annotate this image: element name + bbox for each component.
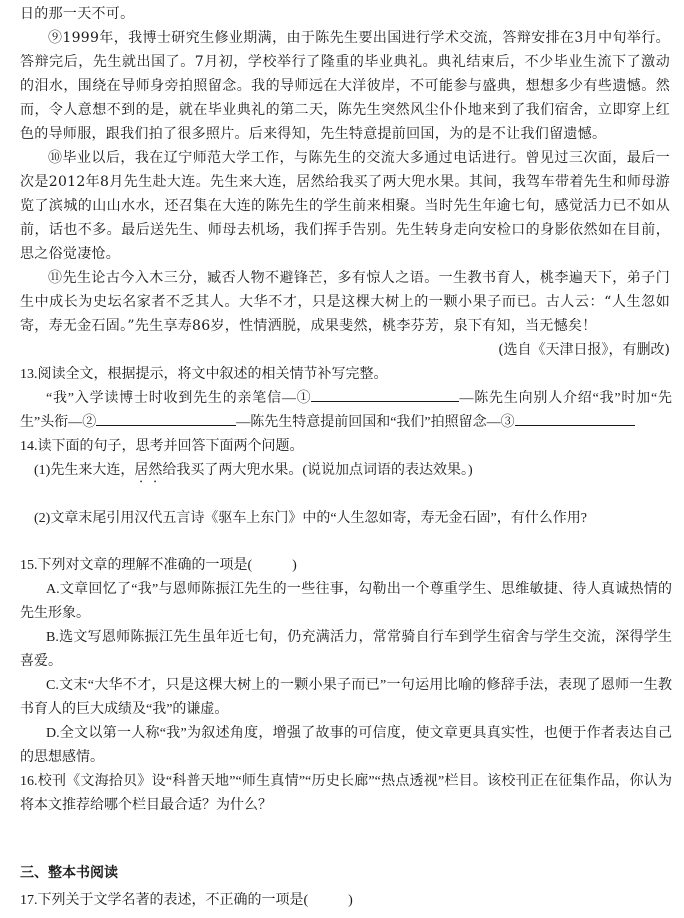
q13-blank-2[interactable] bbox=[96, 411, 236, 426]
q13-stem: 13.阅读全文，根据提示，将文中叙述的相关情节补写完整。 bbox=[20, 367, 388, 382]
article-source: (选自《天津日报》，有删改) bbox=[498, 342, 670, 358]
q13-part1: “我”入学读博士时收到先生的亲笔信—① bbox=[46, 391, 312, 406]
question-13 bbox=[20, 363, 672, 435]
paragraph-11: ⑪先生论古今入木三分，臧否人物不避锋芒，多有惊人之语。一生教书育人，桃李遍天下，弟子门生中成长为史坛名家者不乏其人。大华不才，只是这棵大树上的一颗小果子而已。古人云：“人生忽如寄，寿无金石固。”先生享寿86岁，性情洒脱，成果斐然，桃李芬芳，泉下有知，当无憾矣！ bbox=[20, 270, 670, 334]
q15-option-c: C.文末“大华不才，只是这棵大树上的一颗小果子而已”一句运用比喻的修辞手法，表现了恩师一生教书育人的巨大成绩及“我”的谦虚。 bbox=[20, 678, 672, 717]
q13-chain bbox=[20, 387, 672, 435]
q15-option-d: D.全文以第一人称“我”为叙述角度，增强了故事的可信度，使文章更具真实性，也便于作者表达自己的思想感情。 bbox=[20, 726, 672, 765]
paragraph-8-tail: 日的那一天不可。 bbox=[20, 6, 135, 22]
q17-stem: 17.下列关于文学名著的表述，不正确的一项是( ) bbox=[20, 893, 353, 908]
question-14-2 bbox=[20, 507, 672, 531]
paragraph-9: ⑨1999年，我博士研究生修业期满，由于陈先生要出国进行学术交流，答辩安排在3月中旬举行。答辩完后，先生就出国了。7月初，学校举行了隆重的毕业典礼。典礼结束后，不少毕业生流下了激动的泪水，围绕在导师身旁拍照留念。我的导师远在大洋彼岸，不可能参与盛典，想想多少有些遗憾。然而，令人意想不到的是，就在毕业典礼的第二天，陈先生突然风尘仆仆地来到了我们宿舍，立即穿上红色的导师服，跟我们拍了很多照片。后来得知，先生特意提前回国，为的是不让我们留遗憾。 bbox=[20, 30, 670, 142]
q14-stem: 14.读下面的句子，思考并回答下面两个问题。 bbox=[20, 439, 304, 454]
q15-stem: 15.下列对文章的理解不准确的一项是( ) bbox=[20, 558, 297, 573]
section-3-title: 三、整本书阅读 bbox=[20, 865, 118, 881]
article-text bbox=[20, 2, 670, 26]
q14-sub-2: (2)文章末尾引用汉代五言诗《驱车上东门》中的“人生忽如寄，寿无金石固”，有什么作用? bbox=[34, 511, 587, 526]
q13-part2: —陈先生向别人介绍“我”时加“先生”头衔—② bbox=[20, 391, 672, 430]
question-17 bbox=[20, 889, 672, 913]
question-15 bbox=[20, 554, 672, 818]
q13-part3: —陈先生特意提前回国和“我们”拍照留念—③ bbox=[236, 415, 515, 430]
q16-stem: 16.校刊《文海拾贝》设“科普天地”“师生真情”“历史长廊”“热点透视”栏目。该校刊正在征集作品，你认为将本文推荐给哪个栏目最合适？为什么？ bbox=[20, 774, 672, 813]
paragraph-10: ⑩毕业以后，我在辽宁师范大学工作，与陈先生的交流大多通过电话进行。曾见过三次面，最后一次是2012年8月先生赴大连。先生来大连，居然给我买了两大兜水果。其间，我驾车带着先生和师母游览了滨城的山山水水，还召集在大连的陈先生的学生前来相聚。当时先生年逾七旬，感觉活力已不如从前，话也不多。最后送先生、师母去机场，我们挥手告别。先生转身走向安检口的身影依然如在目前，思之俗觉凄怆。 bbox=[20, 150, 670, 262]
article-body bbox=[20, 26, 670, 338]
q15-option-b: B.选文写恩师陈振江先生虽年近七旬，仍充满活力，常常骑自行车到学生宿舍与学生交流，深得学生喜爱。 bbox=[20, 630, 672, 669]
q13-blank-1[interactable] bbox=[311, 387, 459, 402]
q15-option-a: A.文章回忆了“我”与恩师陈振江先生的一些往事，勾勒出一个尊重学生、思维敏捷、待人真诚热情的先生形象。 bbox=[20, 582, 672, 621]
q14-dotted-word: 居然 bbox=[134, 463, 163, 478]
q13-blank-3[interactable] bbox=[515, 411, 635, 426]
q14-sub-1: (1)先生来大连，居然给我买了两大兜水果。(说说加点词语的表达效果。) bbox=[34, 463, 473, 478]
question-14 bbox=[20, 435, 672, 486]
